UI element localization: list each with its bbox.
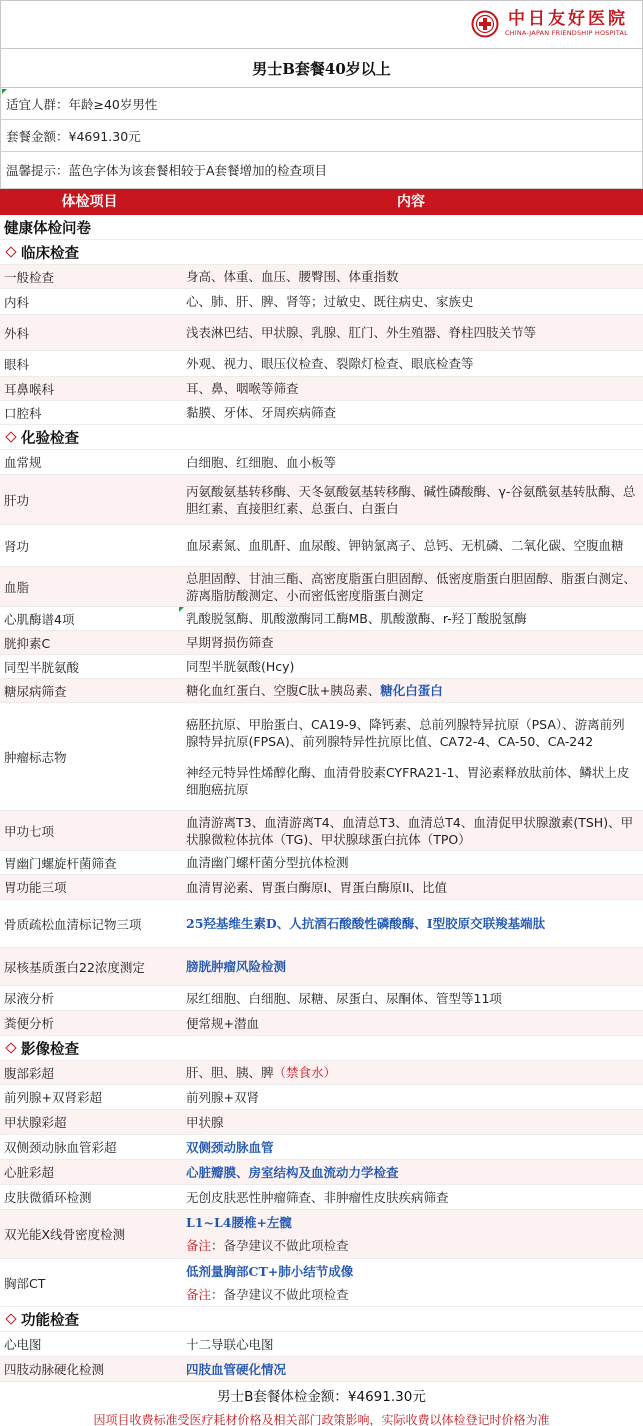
item-content: 耳、鼻、咽喉等筛查 [186,381,299,396]
table-header [0,189,643,215]
page-header [0,0,643,48]
item-name: 腹部彩超 [4,1065,55,1081]
table-row [0,655,643,679]
diamond-icon [5,1042,16,1053]
item-content: 前列腺+双肾 [186,1089,259,1105]
logo-english-name: CHINA-JAPAN FRIENDSHIP HOSPITAL [504,29,628,37]
table-row [0,1135,643,1160]
added-item-text: 糖化白蛋白 [380,683,443,698]
price-text: 套餐金额：¥4691.30元 [6,128,141,144]
item-name: 胱抑素C [4,635,51,651]
table-row [0,900,643,948]
section-function [0,1307,643,1332]
header-content: 内容 [397,194,425,210]
table-row [0,401,643,425]
item-content: 十二导联心电图 [186,1336,274,1352]
item-content [179,1259,643,1306]
item-name: 心脏彩超 [4,1165,55,1180]
item-content: 心、肺、肝、脾、肾等；过敏史、既往病史、家族史 [186,294,474,309]
hospital-logo [471,10,628,38]
added-item-text: 25羟基维生素D、人抗酒石酸酸性磷酸酶、I型胶原交联羧基端肽 [186,916,546,931]
item-content-text: 糖化血红蛋白、空腹C肽+胰岛素、 [186,683,381,698]
item-content [179,1210,643,1258]
table-row [0,1085,643,1110]
item-content: 无创皮肤恶性肿瘤筛查、非肿瘤性皮肤疾病筛查 [186,1189,449,1205]
questionnaire-title [0,215,643,240]
table-row [0,851,643,875]
info-price [0,120,643,152]
table-row [0,289,643,315]
table-row [0,475,643,525]
table-row [0,1332,643,1357]
table-row [0,1061,643,1085]
section-imaging [0,1036,643,1061]
section-clinical-label: 临床检查 [21,244,79,262]
cell-comment-marker [2,89,7,94]
item-name: 眼科 [4,356,30,372]
diamond-icon [5,431,16,442]
item-name: 尿液分析 [4,991,55,1006]
item-name: 粪便分析 [4,1016,55,1031]
package-title: 男士B套餐40岁以上 [0,48,643,88]
item-content: 甲状腺 [186,1114,224,1130]
item-content-text: 癌胚抗原、甲胎蛋白、CA19-9、降钙素、总前列腺特异抗原（PSA）、游离前列腺特异抗原(FPSA)、前列腺特异性抗原比值、CA72-4、CA-50、CA-242 [186,716,625,749]
item-name: 心肌酶谱4项 [4,611,75,627]
item-name: 胃功能三项 [4,880,67,895]
item-content [179,1061,643,1084]
table-row [0,1210,643,1259]
item-content-text: 神经元特异性烯醇化酶、血清骨胶素CYFRA21-1、胃泌素释放肽前体、鳞状上皮细胞癌抗原 [186,764,630,797]
header-item: 体检项目 [61,194,118,210]
item-content: 外观、视力、眼压仪检查、裂隙灯检查、眼底检查等 [186,356,474,371]
section-clinical [0,240,643,265]
item-name: 前列腺+双肾彩超 [4,1090,102,1105]
table-row [0,1011,643,1036]
item-name: 双侧颈动脉血管彩超 [4,1140,117,1155]
item-content [179,607,643,630]
table-row [0,351,643,377]
section-lab [0,425,643,450]
item-content [179,948,643,985]
table-row [0,450,643,475]
item-content: 总胆固醇、甘油三酯、高密度脂蛋白胆固醇、低密度脂蛋白胆固醇、脂蛋白测定、游离脂肪酸测定、小而密低密度脂蛋白测定 [186,570,637,603]
item-name: 血脂 [4,579,30,595]
logo-chinese-name: 中日友好医院 [508,9,628,29]
item-name: 尿核基质蛋白22浓度测定 [4,959,145,975]
table-row [0,875,643,900]
item-name: 四肢动脉硬化检测 [4,1362,105,1377]
item-name: 骨质疏松血清标记物三项 [4,916,142,932]
item-name: 耳鼻喉科 [4,381,55,397]
table-row [0,986,643,1011]
table-row [0,1259,643,1307]
item-content-text: 乳酸脱氢酶、肌酸激酶同工酶MB、肌酸激酶、r-羟丁酸脱氢酶 [186,611,527,626]
section-function-label: 功能检查 [21,1311,79,1329]
added-item-text: 双侧颈动脉血管 [186,1139,274,1155]
table-row [0,377,643,401]
item-content: 便常规+潜血 [186,1015,259,1031]
footer-total: 男士B套餐体检金额：¥4691.30元 [217,1389,426,1405]
table-row [0,703,643,811]
item-name: 皮肤微循环检测 [4,1190,92,1205]
item-name: 甲功七项 [4,823,55,839]
section-imaging-label: 影像检查 [21,1040,79,1058]
item-content: 同型半胱氨酸(Hcy) [186,659,295,674]
item-name: 肾功 [4,538,30,554]
added-item-text: 心脏瓣膜、房室结构及血流动力学检查 [186,1164,399,1180]
item-content: 血清胃泌素、胃蛋白酶原I、胃蛋白酶原II、比值 [186,879,448,895]
table-row [0,525,643,567]
note-label: 备注 [186,1238,212,1253]
info-population [0,88,643,120]
item-content [179,1135,643,1159]
item-name: 甲状腺彩超 [4,1115,67,1130]
cell-comment-marker [179,607,184,612]
diamond-icon [5,246,16,257]
footer-disclaimer: 因项目收费标准受医疗耗材价格及相关部门政策影响，实际收费以体检登记时价格为准 [93,1412,550,1426]
fasting-note-text: （禁食水） [273,1065,337,1080]
item-content [179,1160,643,1184]
info-tip [0,152,643,189]
item-content: 身高、体重、血压、腰臀围、体重指数 [186,269,399,284]
item-name: 外科 [4,325,30,341]
table-row [0,1357,643,1382]
item-content: 浅表淋巴结、甲状腺、乳腺、肛门、外生殖器、脊柱四肢关节等 [186,325,537,340]
item-name: 血常规 [4,455,42,470]
questionnaire-label: 健康体检问卷 [4,219,91,237]
table-row [0,1185,643,1210]
note-text: ：备孕建议不做此项检查 [211,1238,349,1253]
item-content [179,900,643,947]
section-lab-label: 化验检查 [21,429,79,447]
hospital-emblem-icon [471,10,499,38]
item-name: 口腔科 [4,405,42,421]
added-item-text: 膀胱肿瘤风险检测 [186,959,287,974]
item-content [179,703,643,810]
added-item-text: 低剂量胸部CT+肺小结节成像 [186,1263,354,1279]
item-name: 胃幽门螺旋杆菌筛查 [4,855,117,871]
population-text: 适宜人群：年龄≥40岁男性 [6,96,158,112]
item-name: 内科 [4,294,30,310]
item-name: 胸部CT [4,1275,46,1291]
added-item-text: L1~L4腰椎+左髋 [186,1215,292,1230]
item-name: 糖尿病筛查 [4,683,67,699]
added-item-text: 四肢血管硬化情况 [186,1361,287,1377]
item-content [179,679,643,702]
table-row [0,1160,643,1185]
table-row [0,948,643,986]
table-row [0,811,643,851]
item-content: 早期肾损伤筛查 [186,635,274,650]
table-row [0,631,643,655]
item-name: 同型半胱氨酸 [4,659,80,675]
item-name: 一般检查 [4,269,55,285]
item-content: 丙氨酸氨基转移酶、天冬氨酸氨基转移酶、碱性磷酸酶、γ-谷氨酰氨基转肽酶、总胆红素、直接胆红素、总蛋白、白蛋白 [186,483,636,516]
item-content: 黏膜、牙体、牙周疾病筛查 [186,405,337,420]
item-content-text: 肝、胆、胰、脾 [186,1065,274,1080]
item-content [179,1357,643,1381]
note-label: 备注 [186,1286,212,1302]
item-content: 尿红细胞、白细胞、尿糖、尿蛋白、尿酮体、管型等11项 [186,990,502,1006]
item-content: 白细胞、红细胞、血小板等 [186,454,337,470]
item-content: 血清幽门螺杆菌分型抗体检测 [186,855,349,870]
table-row [0,567,643,607]
item-name: 心电图 [4,1337,42,1352]
item-content: 血清游离T3、血清游离T4、血清总T3、血清总T4、血清促甲状腺激素(TSH)、甲状腺微粒体抗体（TG)、甲状腺球蛋白抗体（TPO） [186,814,634,847]
diamond-icon [5,1313,16,1324]
table-row [0,315,643,351]
item-name: 双光能X线骨密度检测 [4,1227,126,1242]
note-text: ：备孕建议不做此项检查 [211,1286,349,1302]
tip-text: 温馨提示：蓝色字体为该套餐相较于A套餐增加的检查项目 [6,163,328,178]
table-row [0,679,643,703]
item-content: 血尿素氮、血肌酐、血尿酸、钾钠氯离子、总钙、无机磷、二氧化碳、空腹血糖 [186,538,624,553]
table-row [0,1110,643,1135]
item-name: 肝功 [4,492,30,508]
item-name: 肿瘤标志物 [4,749,67,765]
table-row [0,265,643,289]
table-row [0,607,643,631]
